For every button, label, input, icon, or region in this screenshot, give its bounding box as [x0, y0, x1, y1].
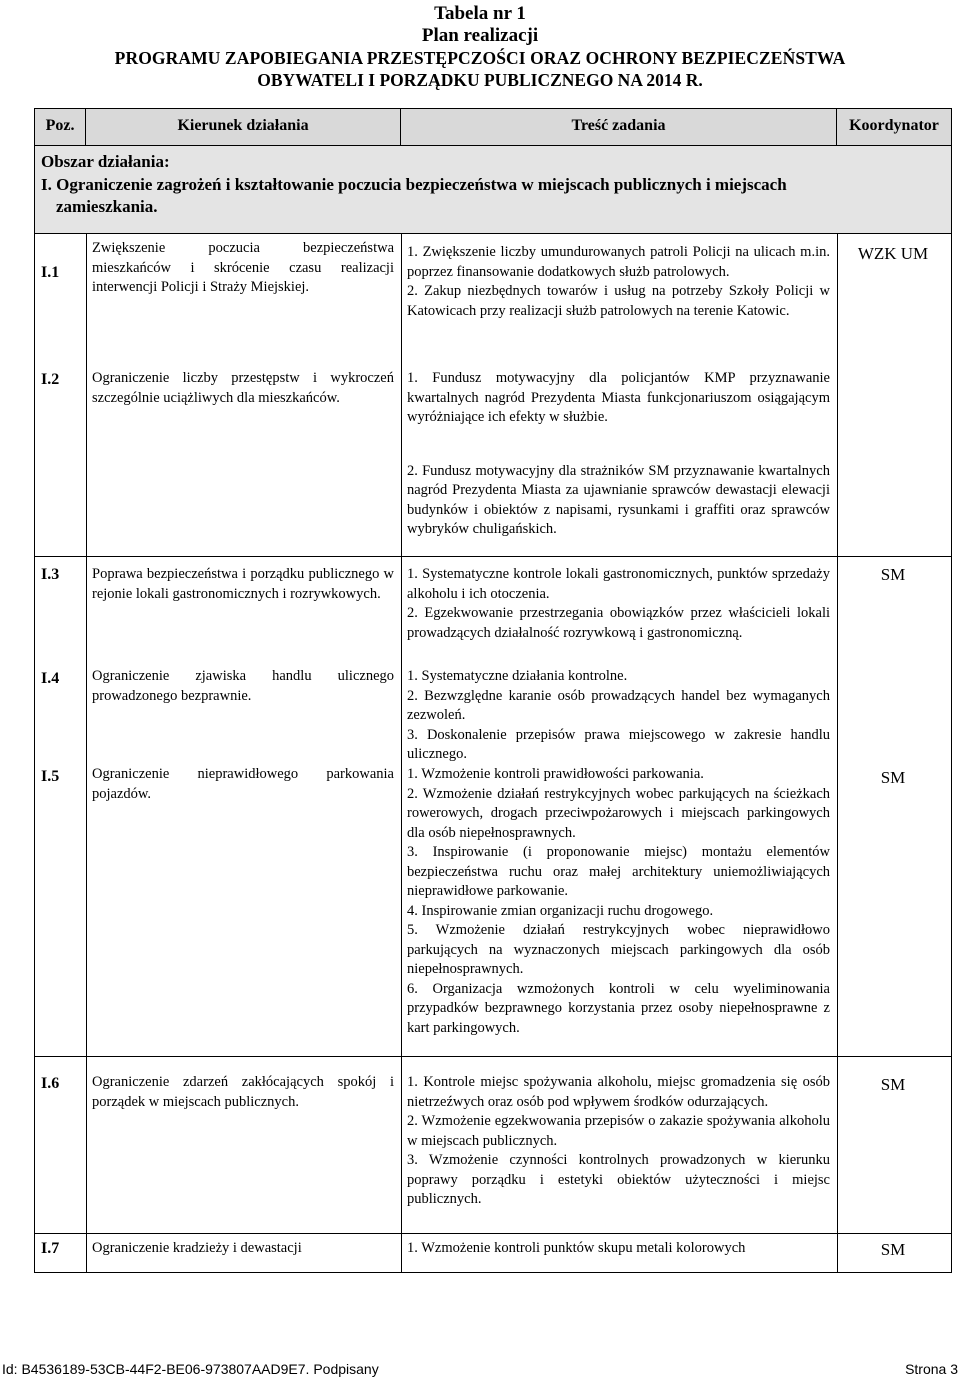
header-kierunek: Kierunek działania: [86, 109, 401, 145]
row-kierunek: Zwiększenie poczucia bezpieczeństwa mieszkańców i skrócenie czasu realizacji interwencji Policji i Straży Miejskiej.: [92, 240, 394, 295]
plan-title: Plan realizacji: [421, 25, 539, 46]
row-number: I.3: [41, 566, 60, 583]
task-item: 2. Fundusz motywacyjny dla strażników SM przyznawanie kwartalnych nagród Prezydenta Miasta za ujawnianie sprawców dewastacji elewacji budynków i obiektów z napisami, rysunkami i graffiti oraz sprawców wybryków chuligańskich.: [407, 462, 830, 537]
row-tasks: [407, 565, 830, 643]
task-item: 2. Wzmożenie działań restrykcyjnych wobec parkujących na ścieżkach rowerowych, drogach przeciwpożarowych i miejscach parkingowych dla osób niepełnosprawnych.: [407, 785, 830, 841]
task-item: 2. Zakup niezbędnych towarów i usług na potrzeby Szkoły Policji w Katowicach przy realizacji służb patrolowych na terenie Katowic.: [407, 283, 830, 319]
area-label: Obszar działania:: [41, 152, 170, 171]
row-separator-2: [35, 1056, 951, 1057]
row-number: I.7: [41, 1240, 60, 1257]
task-item: 2. Bezwzględne karanie osób prowadzących handel bez wymaganych zezwoleń.: [407, 687, 830, 723]
row-number: I.5: [41, 768, 60, 785]
row-coordinator: WZK UM: [857, 244, 929, 263]
page-number: Strona 3: [905, 1361, 958, 1377]
table-number: Tabela nr 1: [434, 3, 526, 24]
header-tresc: Treść zadania: [401, 109, 837, 145]
row-kierunek: Poprawa bezpieczeństwa i porządku publicznego w rejonie lokali gastronomicznych i rozrywkowych.: [92, 566, 394, 602]
task-item: 1. Fundusz motywacyjny dla policjantów KMP przyznawanie kwartalnych nagród Prezydenta Miasta funkcjonariuszom osiągającym wyróżniające ich efekty w służbie.: [407, 370, 830, 425]
task-item: 2. Wzmożenie egzekwowania przepisów o zakazie spożywania alkoholu w miejscach publicznych.: [407, 1113, 830, 1149]
header-koordynator: Koordynator: [849, 117, 939, 134]
row-number: I.2: [41, 371, 60, 388]
task-item: 2. Egzekwowanie przestrzegania obowiązków przez właścicieli lokali prowadzących działalność rozrywkową i gastronomiczną.: [407, 605, 830, 641]
row-kierunek: Ograniczenie liczby przestępstw i wykroczeń szczególnie uciążliwych dla mieszkańców.: [92, 370, 394, 406]
task-item: 3. Inspirowanie (i proponowanie miejsc) montażu elementów bezpieczeństwa ruchu oraz małej architektury uniemożliwiających nieprawidłowe parkowanie.: [407, 844, 830, 899]
task-item: 1. Wzmożenie kontroli prawidłowości parkowania.: [407, 766, 704, 782]
document-id: Id: B4536189-53CB-44F2-BE06-973807AAD9E7. Podpisany: [2, 1361, 379, 1377]
task-item: 1. Wzmożenie kontroli punktów skupu metali kolorowych: [407, 1240, 746, 1256]
task-item: 4. Inspirowanie zmian organizacji ruchu drogowego.: [407, 902, 714, 919]
document-title: [0, 2, 960, 91]
task-item: 3. Doskonalenie przepisów prawa miejscowego w zakresie handlu ulicznego.: [407, 726, 830, 762]
task-item: 3. Wzmożenie czynności kontrolnych prowadzonych w kierunku poprawy porządku i estetyki obiektów użyteczności i miejsc publicznych.: [407, 1152, 830, 1207]
program-title-line2: OBYWATELI I PORZĄDKU PUBLICZNEGO NA 2014 R.: [257, 70, 703, 90]
col-divider-3: [837, 234, 838, 1272]
task-item: 1. Zwiększenie liczby umundurowanych patroli Policji na ulicach m.in. poprzez finansowanie dodatkowych służb patrolowych.: [407, 244, 830, 280]
row-kierunek: Ograniczenie zdarzeń zakłócających spokój i porządek w miejscach publicznych.: [92, 1074, 394, 1110]
area-text: [41, 174, 941, 218]
row-coordinator: SM: [880, 565, 906, 584]
row-kierunek: Ograniczenie kradzieży i dewastacji: [92, 1240, 302, 1256]
col-divider-2: [401, 234, 402, 1272]
area-text-line1: I. Ograniczenie zagrożeń i kształtowanie poczucia bezpieczeństwa w miejscach publicznych i miejscach: [41, 175, 787, 194]
task-item: 1. Kontrole miejsc spożywania alkoholu, miejsc gromadzenia się osób nietrzeźwych oraz osób pod wpływem środków odurzających.: [407, 1074, 830, 1110]
row-tasks: [407, 1073, 830, 1210]
row-tasks: [407, 1239, 830, 1259]
row-separator-1: [35, 556, 951, 557]
task-item: 1. Systematyczne kontrole lokali gastronomicznych, punktów sprzedaży alkoholu i ich otoczenia.: [407, 566, 830, 602]
task-item: 1. Systematyczne działania kontrolne.: [407, 668, 628, 684]
table-header: [35, 109, 951, 146]
area-section: [35, 146, 951, 234]
row-tasks: [407, 667, 830, 765]
program-title-line1: PROGRAMU ZAPOBIEGANIA PRZESTĘPCZOŚCI ORAZ OCHRONY BEZPIECZEŃSTWA: [114, 48, 846, 68]
row-kierunek: Ograniczenie nieprawidłowego parkowania pojazdów.: [92, 766, 394, 802]
header-poz: Poz.: [35, 109, 86, 145]
row-coordinator: SM: [880, 1240, 906, 1259]
row-kierunek: Ograniczenie zjawiska handlu ulicznego prowadzonego bezprawnie.: [92, 668, 394, 704]
row-number: I.4: [41, 670, 60, 687]
task-item: 6. Organizacja wzmożonych kontroli w celu wyeliminowania przypadków bezprawnego korzystania przez osoby niepełnosprawne z kart parkingowych.: [407, 980, 830, 1036]
row-coordinator: SM: [880, 1075, 906, 1094]
area-text-line2: zamieszkania.: [56, 197, 158, 216]
row-tasks: [407, 369, 830, 540]
row-number: I.6: [41, 1075, 60, 1092]
plan-table: [34, 108, 952, 1273]
row-tasks: [407, 243, 830, 321]
row-number: I.1: [41, 264, 60, 281]
row-separator-3: [35, 1233, 951, 1234]
task-item: 5. Wzmożenie działań restrykcyjnych wobec nieprawidłowo parkujących na wyznaczonych miejscach parkingowych dla osób niepełnosprawnych.: [407, 922, 830, 977]
row-tasks: [407, 765, 830, 1038]
col-divider-1: [86, 234, 87, 1272]
row-coordinator: SM: [880, 768, 906, 787]
